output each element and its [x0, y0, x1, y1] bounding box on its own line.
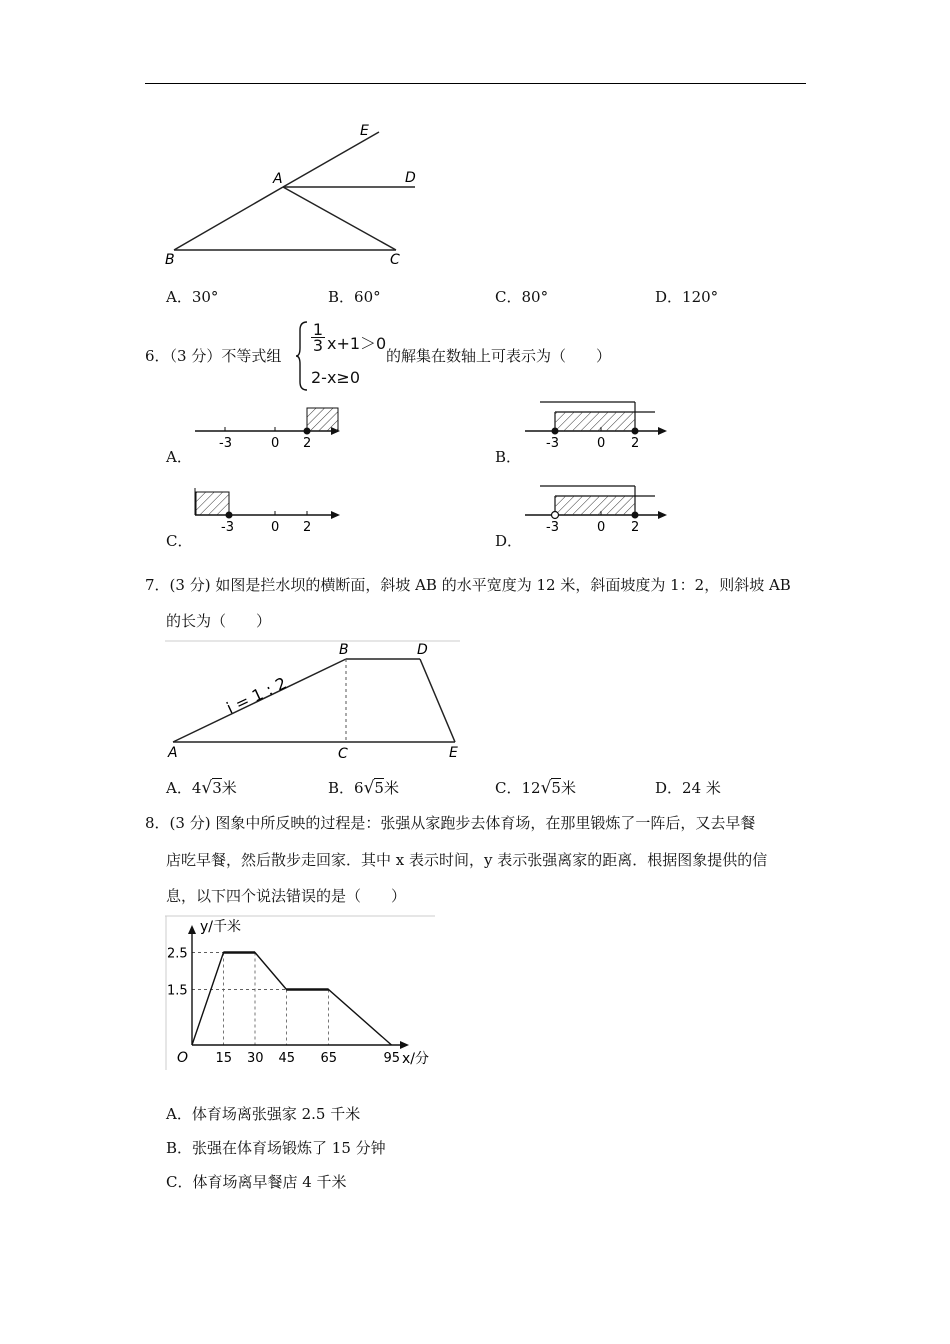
segment-AC: [283, 187, 396, 250]
q5-option-b[interactable]: B．60°: [328, 288, 381, 306]
tick-label: 2: [303, 436, 312, 451]
q6-brace: [295, 320, 309, 392]
distance-time-chart: [165, 915, 440, 1075]
x-axis-label: x/分: [402, 1051, 430, 1067]
x-tick-label: 15: [215, 1051, 233, 1066]
q5-option-c[interactable]: C．80°: [495, 288, 549, 306]
tick-label: 2: [631, 520, 640, 535]
y-tick-label: 1.5: [167, 983, 188, 999]
label-C: C: [338, 746, 348, 762]
coef: 6: [354, 779, 364, 797]
q6-prefix: 6．（3 分）不等式组: [145, 347, 282, 365]
q8-line3: 息，以下四个说法错误的是（ ）: [166, 887, 407, 905]
tick-label: 0: [271, 436, 280, 451]
q6-numberline-b: [520, 398, 670, 456]
x-axis-arrow: [400, 1041, 409, 1049]
q8-option-a[interactable]: A．体育场离张强家 2.5 千米: [166, 1105, 361, 1123]
origin-label: O: [177, 1050, 189, 1066]
radicand: 5: [374, 779, 384, 797]
tick-label: -3: [219, 436, 232, 451]
q8-option-c[interactable]: C．体育场离早餐店 4 千米: [166, 1173, 347, 1191]
option-letter: A．: [166, 779, 192, 797]
unit: 米: [383, 779, 399, 797]
q6-fraction: [311, 322, 325, 353]
tick-label: -3: [546, 436, 559, 451]
q6-ineq2: 2-x≥0: [311, 368, 361, 387]
q7-option-b[interactable]: B．6√5米: [328, 778, 399, 798]
tick-label: 0: [597, 436, 606, 451]
y-axis-arrow: [188, 925, 196, 934]
option-letter: C．: [495, 779, 522, 797]
segment-AB: [174, 187, 283, 250]
q6-numberline-d: [520, 482, 670, 540]
label-B: B: [339, 642, 349, 658]
q8-option-b[interactable]: B．张强在体育场锻炼了 15 分钟: [166, 1139, 386, 1157]
unit: 米: [221, 779, 237, 797]
option-text: 24 米: [682, 779, 721, 797]
label-B: B: [165, 252, 175, 268]
label-A: A: [273, 171, 283, 187]
coef: 4: [191, 779, 202, 797]
q6-option-a[interactable]: A．: [166, 448, 192, 466]
series-line: [192, 953, 392, 1046]
angle-figure: [160, 115, 440, 275]
label-C: C: [390, 252, 400, 268]
q7-option-a[interactable]: A．4√3米: [166, 778, 237, 798]
tick-label: 0: [597, 520, 606, 535]
tick-label: -3: [221, 520, 234, 535]
q6-frac-den: 3: [312, 336, 324, 355]
slope-label: i = 1 : 2: [223, 673, 290, 718]
tick-label: 2: [303, 520, 312, 535]
y-axis-label: y/千米: [200, 919, 242, 935]
option-letter: D．: [655, 779, 683, 797]
x-tick-label: 65: [320, 1051, 338, 1066]
tick-label: 2: [631, 436, 640, 451]
tick-label: 0: [271, 520, 280, 535]
label-D: D: [417, 642, 428, 658]
q7-option-d[interactable]: [655, 777, 721, 798]
ray-AE: [283, 132, 379, 187]
radicand: 3: [212, 779, 222, 797]
q5-option-a[interactable]: A．30°: [166, 288, 219, 306]
q6-numberline-c: [190, 482, 350, 540]
x-tick-label: 30: [247, 1051, 264, 1066]
q8-line2: 店吃早餐，然后散步走回家．其中 x 表示时间，y 表示张强离家的距离．根据图象提供的信: [166, 851, 768, 869]
q6-suffix: 的解集在数轴上可表示为（ ）: [386, 347, 612, 365]
q5-option-d[interactable]: D．120°: [655, 288, 719, 306]
label-E: E: [449, 745, 458, 761]
tick-label: -3: [546, 520, 559, 535]
label-E: E: [360, 123, 369, 139]
coef: 12: [521, 779, 541, 797]
x-tick-label: 95: [383, 1051, 401, 1066]
y-tick-label: 2.5: [167, 946, 188, 962]
q6-ineq1-rest: x+1＞0: [327, 334, 387, 353]
q7-option-c[interactable]: C．12√5米: [495, 778, 576, 798]
header-rule: [145, 83, 806, 84]
side-DE: [420, 659, 455, 742]
q7-line2: 的长为（ ）: [166, 612, 272, 630]
q6-option-d[interactable]: D．: [495, 532, 523, 550]
x-tick-label: 45: [278, 1051, 296, 1066]
q6-numberline-a: [190, 398, 350, 456]
label-A: A: [168, 745, 178, 761]
q6-option-c[interactable]: C．: [166, 532, 193, 550]
q8-line1: 8．(3 分) 图象中所反映的过程是：张强从家跑步去体育场，在那里锻炼了一阵后，又去早餐: [145, 814, 756, 832]
dam-cross-section: [165, 640, 465, 765]
radicand: 5: [551, 779, 561, 797]
option-letter: B．: [328, 779, 355, 797]
q6-frac-num: 1: [312, 320, 324, 339]
label-D: D: [405, 170, 416, 186]
unit: 米: [560, 779, 576, 797]
q6-option-b[interactable]: B．: [495, 448, 522, 466]
q7-line1: 7．(3 分) 如图是拦水坝的横断面，斜坡 AB 的水平宽度为 12 米，斜面坡度为 1：2，则斜坡 AB: [145, 576, 791, 594]
